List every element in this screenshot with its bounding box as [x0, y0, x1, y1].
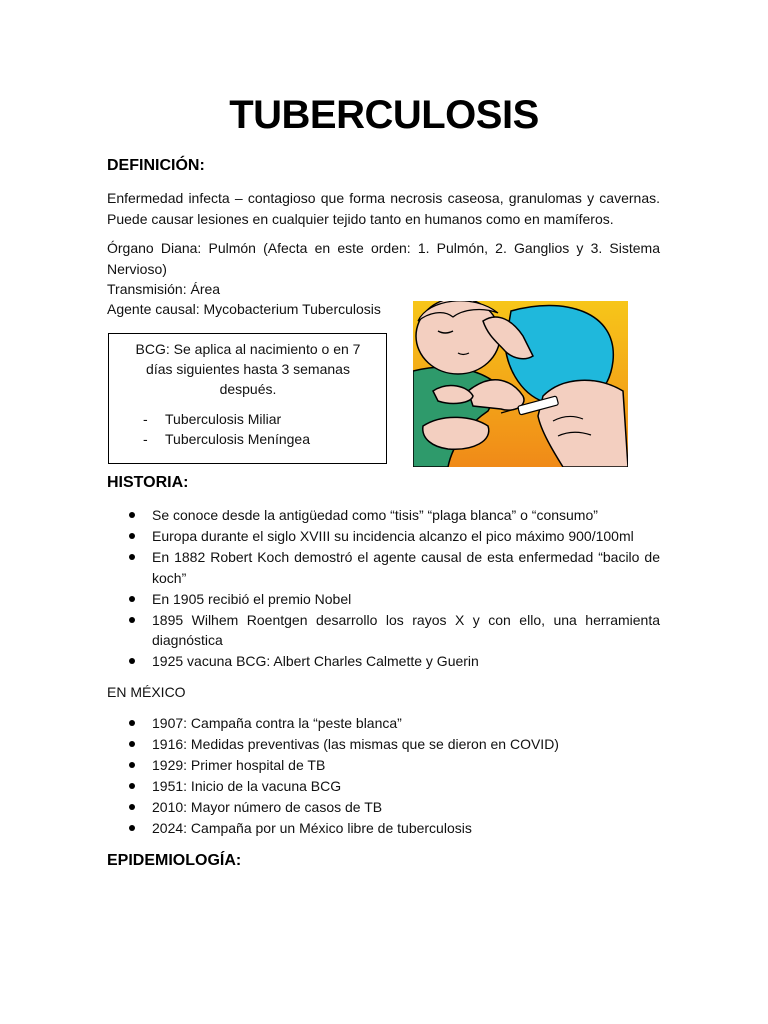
- bcg-item-label: Tuberculosis Miliar: [165, 411, 282, 427]
- list-item: [107, 610, 660, 651]
- definicion-paragraph: Enfermedad infecta – contagioso que forma necrosis caseosa, granulomas y cavernas. Puede causar lesiones en cualquier tejido tanto en humanos como en mamíferos.: [107, 190, 660, 227]
- list-item-text: Se conoce desde la antigüedad como “tisis” “plaga blanca” o “consumo”: [152, 507, 598, 523]
- vaccination-icon: [413, 301, 628, 467]
- bullet-icon: [129, 554, 135, 560]
- bcg-item-label: Tuberculosis Meníngea: [165, 431, 311, 447]
- list-item-text: 1907: Campaña contra la “peste blanca”: [152, 715, 402, 731]
- dash-bullet: -: [143, 431, 148, 447]
- bullet-icon: [129, 533, 135, 539]
- list-item-text: 1929: Primer hospital de TB: [152, 757, 326, 773]
- bullet-icon: [129, 596, 135, 602]
- bullet-icon: [129, 720, 135, 726]
- list-item: [107, 776, 660, 797]
- list-item: [107, 589, 660, 610]
- list-item-text: En 1882 Robert Koch demostró el agente causal de esta enfermedad “bacilo de koch”: [152, 549, 660, 586]
- bullet-icon: [129, 804, 135, 810]
- agente-causal-text: Agente causal: Mycobacterium Tuberculosis: [107, 301, 381, 317]
- list-item: [107, 651, 660, 672]
- list-item: [107, 797, 660, 818]
- list-item: [107, 547, 660, 588]
- historia-heading: HISTORIA:: [107, 474, 189, 491]
- transmision-text: Transmisión: Área: [107, 281, 221, 297]
- mexico-list: [107, 713, 660, 839]
- organo-diana-text: Órgano Diana: Pulmón (Afecta en este orden: 1. Pulmón, 2. Ganglios y 3. Sistema Nervioso): [107, 240, 660, 277]
- list-item: [107, 713, 660, 734]
- dash-bullet: -: [143, 411, 148, 427]
- list-item: [107, 755, 660, 776]
- bullet-icon: [129, 741, 135, 747]
- bullet-icon: [129, 617, 135, 623]
- list-item-text: 1895 Wilhem Roentgen desarrollo los rayos X y con ello, una herramienta diagnóstica: [152, 611, 660, 648]
- list-item-text: En 1905 recibió el premio Nobel: [152, 590, 352, 607]
- bullet-icon: [129, 658, 135, 664]
- mexico-heading: EN MÉXICO: [107, 684, 186, 700]
- list-item-text: 1951: Inicio de la vacuna BCG: [152, 778, 342, 794]
- list-item-text: 2024: Campaña por un México libre de tuberculosis: [152, 820, 472, 836]
- bcg-info-box: [108, 333, 387, 464]
- bullet-icon: [129, 825, 135, 831]
- historia-list: [107, 505, 660, 672]
- list-item-text: 1925 vacuna BCG: Albert Charles Calmette y Guerin: [152, 653, 479, 669]
- bullet-icon: [129, 762, 135, 768]
- list-item: [107, 734, 660, 755]
- definicion-heading: DEFINICIÓN:: [107, 157, 205, 174]
- bcg-text: BCG: Se aplica al nacimiento o en 7 días siguientes hasta 3 semanas después.: [135, 341, 361, 397]
- page-title: TUBERCULOSIS: [229, 93, 539, 137]
- bullet-icon: [129, 512, 135, 518]
- list-item-text: Europa durante el siglo XVIII su incidencia alcanzo el pico máximo 900/100ml: [152, 528, 634, 544]
- list-item: [107, 818, 660, 839]
- bullet-icon: [129, 783, 135, 789]
- list-item-text: 1916: Medidas preventivas (las mismas que se dieron en COVID): [152, 736, 559, 752]
- epidemiologia-heading: EPIDEMIOLOGÍA:: [107, 852, 242, 869]
- list-item-text: 2010: Mayor número de casos de TB: [152, 799, 383, 815]
- vaccination-illustration: [413, 301, 628, 467]
- list-item: [107, 526, 660, 547]
- list-item: [107, 505, 660, 526]
